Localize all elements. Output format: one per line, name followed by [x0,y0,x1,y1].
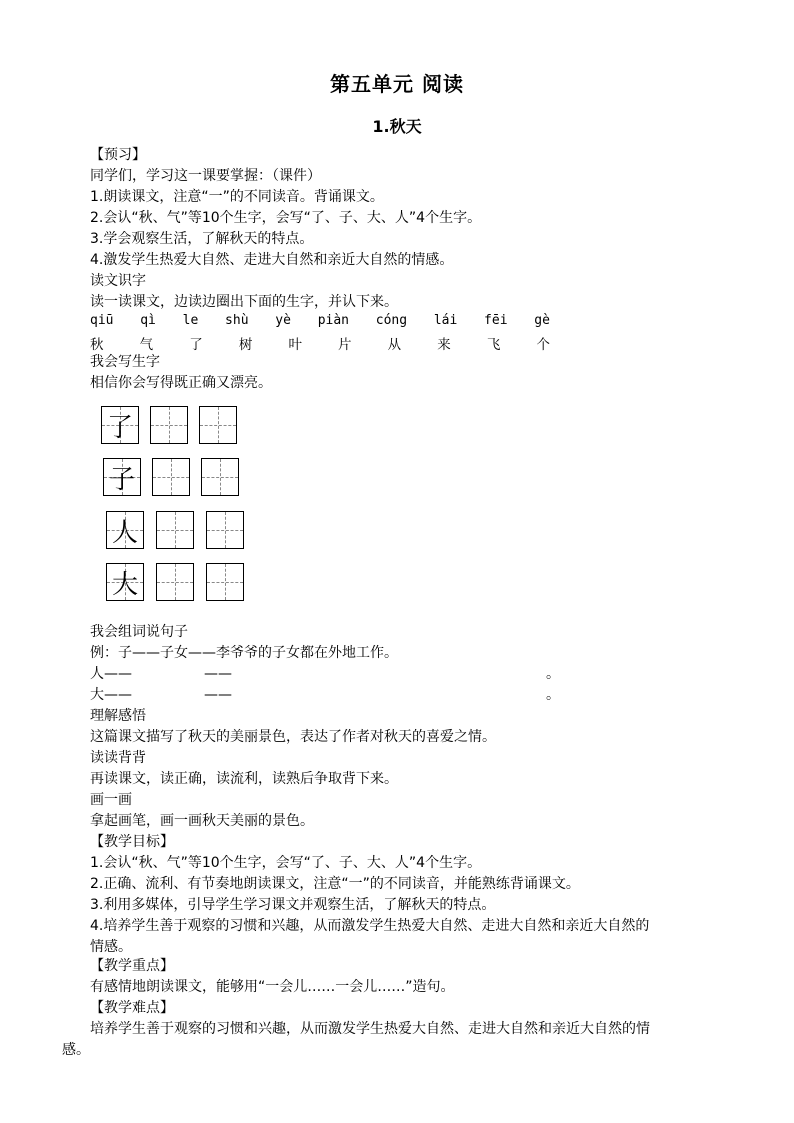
tian-grid-cell[interactable] [150,406,188,444]
pinyin: lái [433,313,458,328]
tian-grid-cell [101,406,139,444]
preview-item: 4.激发学生热爱大自然、走进大自然和亲近大自然的情感。 [90,252,454,268]
key-points-text: 有感情地朗读课文，能够用“一会儿……一会儿……”造句。 [90,979,455,995]
tian-grid-cell[interactable] [201,458,239,496]
word-fill-row[interactable] [90,664,740,685]
hanzi: 飞 [486,337,501,353]
goal-item: 2.正确、流利、有节奏地朗读课文，注意“一”的不同读音，并能熟练背诵课文。 [90,876,580,892]
tian-grid-cell[interactable] [156,563,194,601]
word-fill-end: 。 [546,687,560,703]
hanzi: 从 [387,337,402,353]
reading-instruction: 读一读课文，边读边圈出下面的生字，并认下来。 [90,294,398,310]
pinyin: qì [140,313,156,328]
goals-header: 【教学目标】 [90,834,174,850]
hanzi: 叶 [288,337,302,353]
pinyin: shù [225,313,249,328]
tian-grid-cell [103,458,141,496]
preview-intro: 同学们，学习这一课要掌握：（课件） [90,168,321,184]
model-char: 大 [111,569,138,600]
tian-grid-cell [106,511,144,549]
tian-grid-cell[interactable] [156,511,194,549]
understanding-header: 理解感悟 [90,708,146,724]
pinyin-row [90,313,550,328]
tian-grid-cell[interactable] [206,511,244,549]
lower-section [90,622,740,958]
difficulties-text: 培养学生善于观察的习惯和兴趣，从而激发学生热爱大自然、走进大自然和亲近大自然的情 [90,1021,650,1037]
difficulties-header: 【教学难点】 [90,1000,174,1016]
hanzi: 气 [139,337,154,353]
word-fill-lead: 大—— [90,687,132,703]
preview-item: 3.学会观察生活，了解秋天的特点。 [90,231,314,247]
preview-item: 2.会认“秋、气”等10个生字，会写“了、子、大、人”4个生字。 [90,210,482,226]
hanzi: 了 [189,337,203,353]
words-header: 我会组词说句子 [90,624,188,640]
writing-section [90,352,740,394]
model-char: 子 [108,464,135,495]
understanding-text: 这篇课文描写了秋天的美丽景色，表达了作者对秋天的喜爱之情。 [90,729,496,745]
writing-grid-row [103,458,239,496]
pinyin: gè [534,313,550,328]
pinyin: cóng [375,313,408,328]
hanzi: 片 [338,337,352,353]
recite-text: 再读课文，读正确，读流利，读熟后争取背下来。 [90,771,398,787]
goal-item: 3.利用多媒体，引导学生学习课文并观察生活，了解秋天的特点。 [90,897,496,913]
word-fill-lead: 人—— [90,666,132,682]
pinyin: le [182,313,199,328]
writing-instruction: 相信你会写得既正确又漂亮。 [90,375,272,391]
hanzi: 来 [437,337,451,353]
hanzi: 个 [536,337,550,353]
writing-header: 我会写生字 [90,354,160,370]
writing-grid-row [106,563,244,601]
word-fill-mid: —— [204,666,232,682]
tian-grid-cell[interactable] [206,563,244,601]
goal-item: 1.会认“秋、气”等10个生字，会写“了、子、大、人”4个生字。 [90,855,482,871]
tian-grid-cell[interactable] [152,458,190,496]
difficulties-text: 感。 [62,1042,90,1058]
preview-header: 【预习】 [90,147,146,163]
hanzi: 秋 [90,337,104,353]
key-section [62,956,742,1061]
hanzi-row [90,333,550,353]
pinyin: piàn [317,313,349,328]
lesson-title: 1.秋天 [372,117,422,136]
word-fill-mid: —— [204,687,232,703]
words-example: 例：子——子女——李爷爷的子女都在外地工作。 [90,645,398,661]
writing-grid-row [106,511,244,549]
draw-text: 拿起画笔，画一画秋天美丽的景色。 [90,813,314,829]
key-points-header: 【教学重点】 [90,958,174,974]
pinyin: fēi [484,313,508,328]
goal-item: 4.培养学生善于观察的习惯和兴趣，从而激发学生热爱大自然、走进大自然和亲近大自然的 [90,918,650,934]
pinyin: qiū [90,313,114,328]
unit-title: 第五单元 阅读 [330,72,464,96]
preview-section [90,145,740,313]
tian-grid-cell[interactable] [199,406,237,444]
goal-item: 情感。 [90,939,132,955]
preview-item: 1.朗读课文，注意“一”的不同读音。背诵课文。 [90,189,384,205]
recite-header: 读读背背 [90,750,146,766]
hanzi: 树 [238,337,253,353]
model-char: 人 [111,517,138,548]
writing-grid-row [101,406,237,444]
word-fill-end: 。 [546,666,560,682]
draw-header: 画一画 [90,792,132,808]
model-char: 了 [106,412,133,443]
reading-header: 读文识字 [90,273,146,289]
tian-grid-cell [106,563,144,601]
word-fill-row[interactable] [90,685,740,706]
pinyin: yè [275,313,291,328]
